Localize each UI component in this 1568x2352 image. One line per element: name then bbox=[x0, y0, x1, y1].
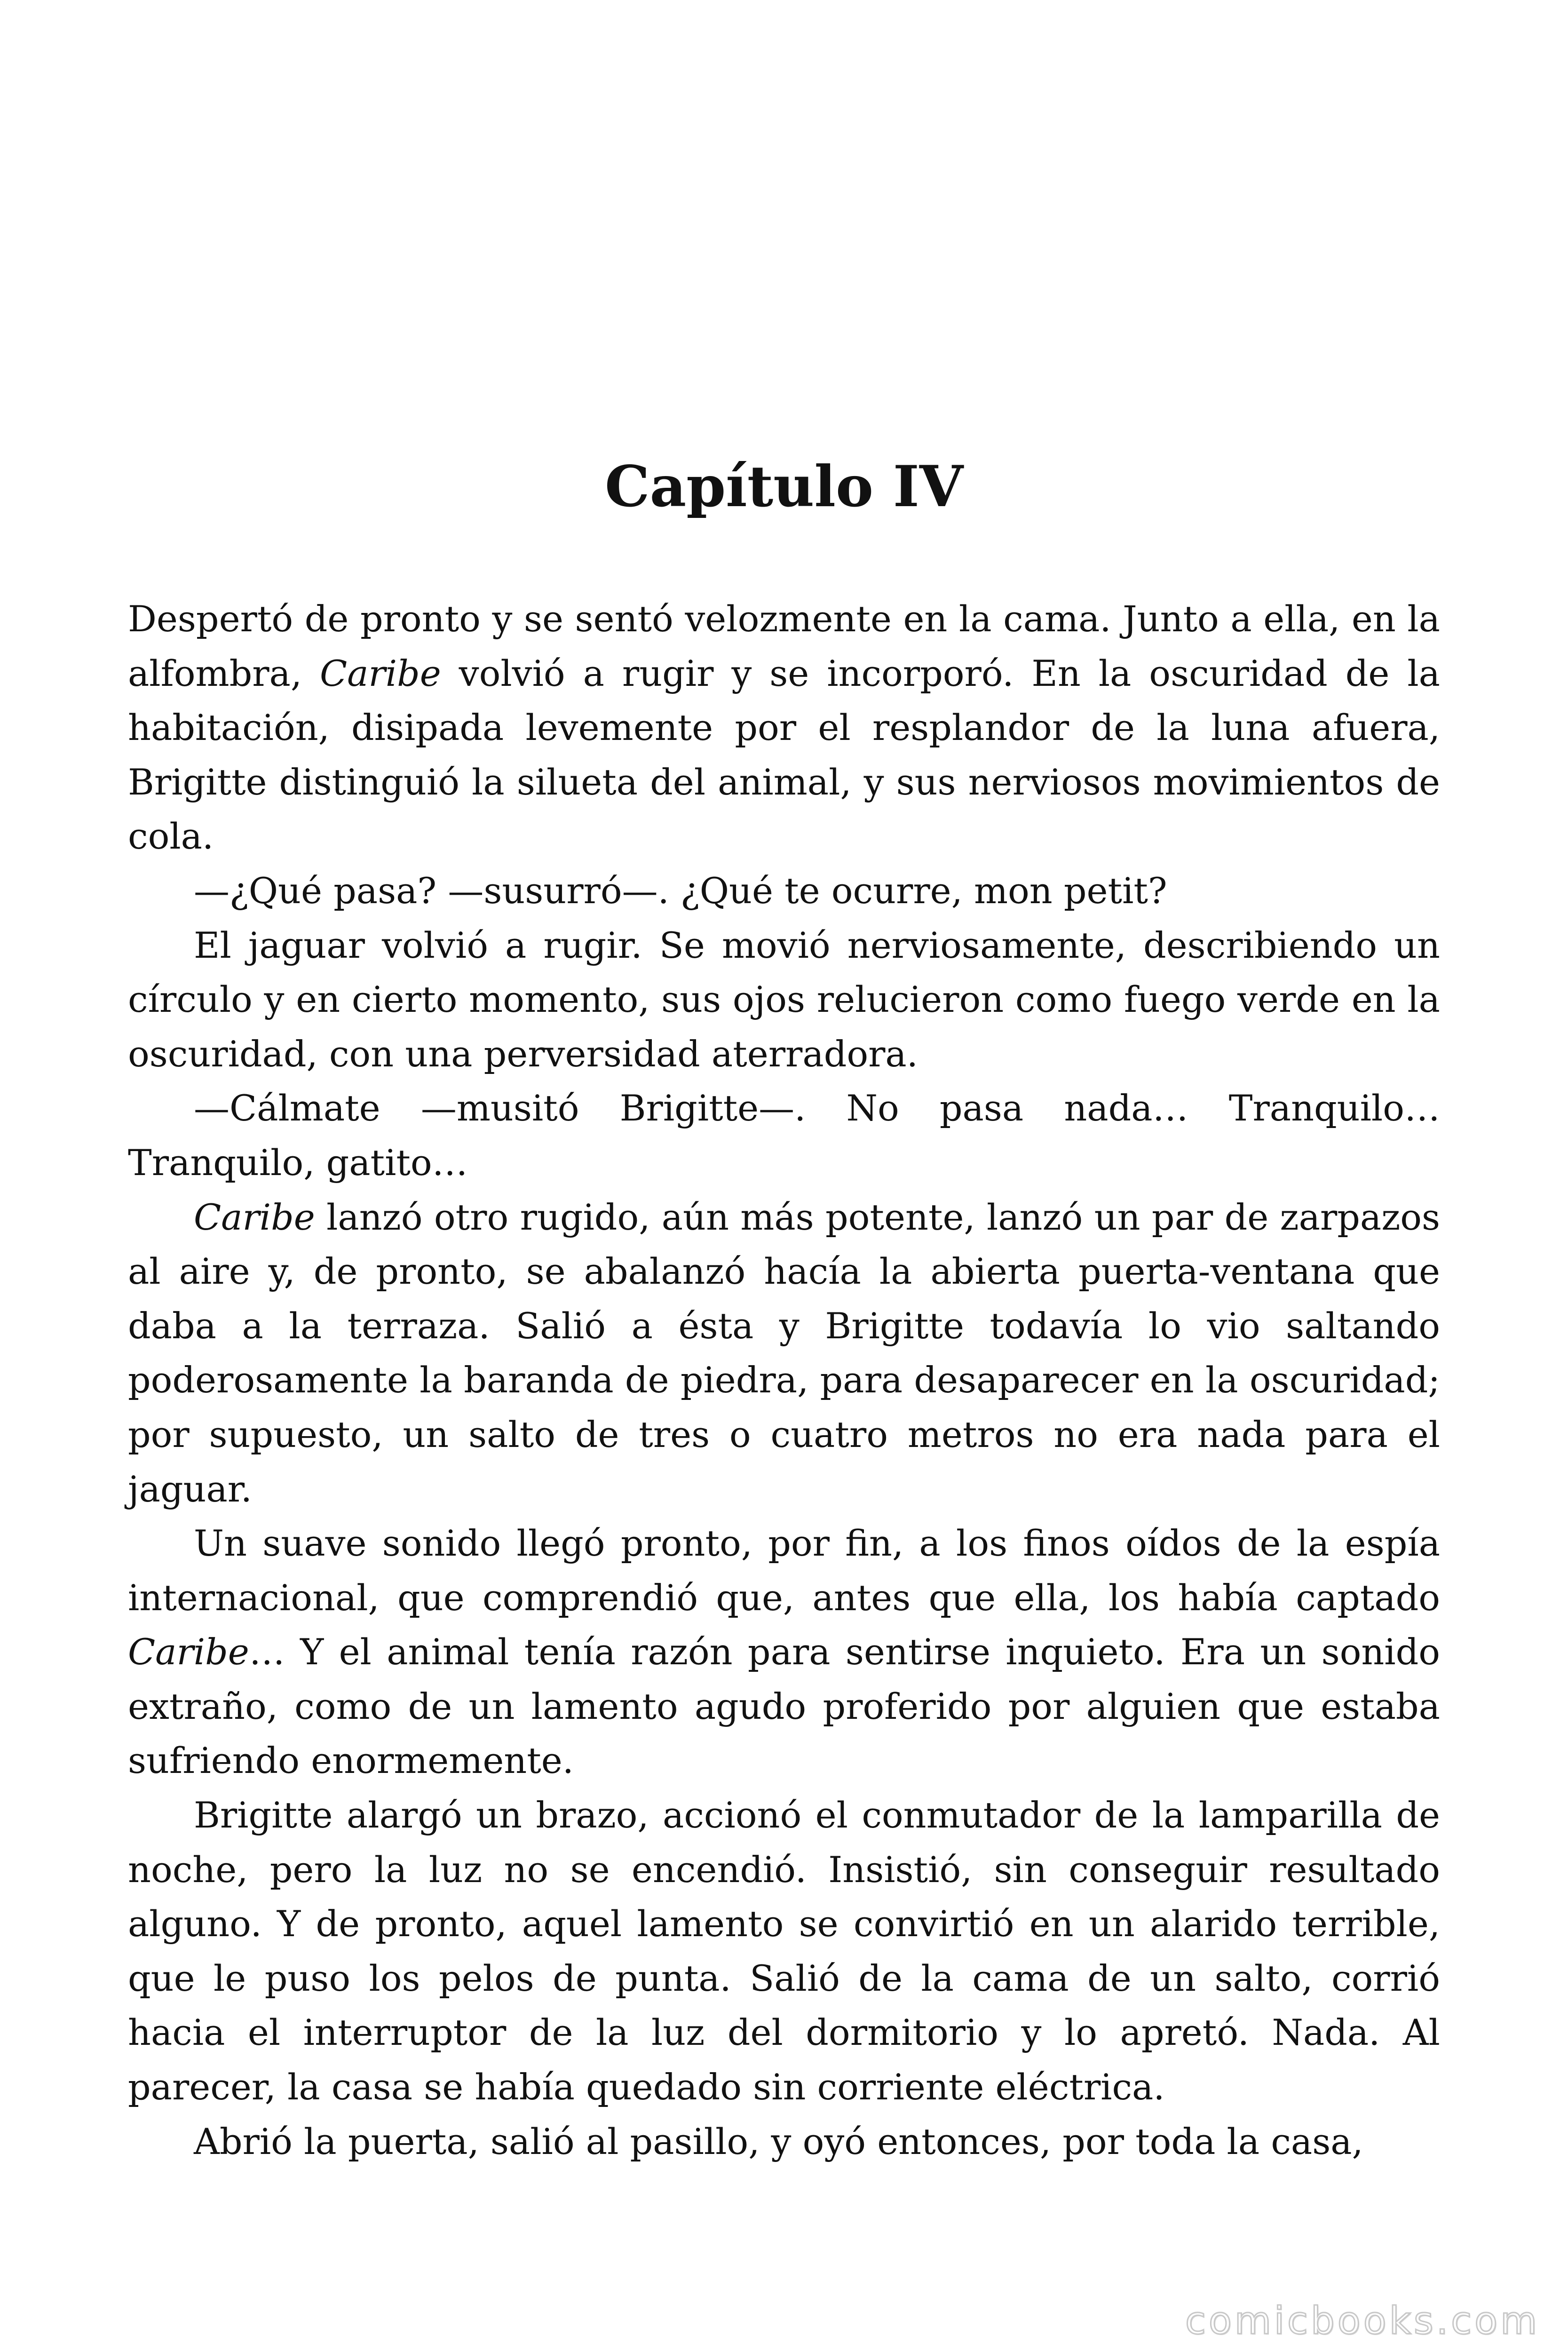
chapter-body bbox=[128, 592, 1440, 2169]
text-run: … Y el animal tenía razón para sentirse inquieto. Era un sonido extraño, como de un lamento agudo proferido por alguien que estaba sufriendo enormemente. bbox=[128, 1631, 1440, 1782]
italic-run: Caribe bbox=[194, 1196, 315, 1238]
italic-run: Caribe bbox=[319, 652, 441, 694]
paragraph bbox=[128, 918, 1440, 1081]
text-run: Despertó de pronto y se sentó velozmente en la cama. Junto a ella, en la alfombra, bbox=[128, 598, 1440, 694]
chapter-title: Capítulo IV bbox=[604, 453, 964, 520]
paragraph bbox=[128, 1516, 1440, 1788]
paragraph bbox=[128, 1190, 1440, 1517]
text-run: El jaguar volvió a rugir. Se movió nerviosamente, describiendo un círculo y en cierto momento, sus ojos relucieron como fuego verde en la oscuridad, con una perversidad aterradora. bbox=[128, 924, 1440, 1075]
text-run: Un suave sonido llegó pronto, por fin, a los finos oídos de la espía internacional, que comprendió que, antes que ella, los había captado bbox=[128, 1522, 1440, 1619]
text-run: —Cálmate —musitó Brigitte—. No pasa nada… Tranquilo… Tranquilo, gatito… bbox=[128, 1087, 1440, 1184]
text-run: lanzó otro rugido, aún más potente, lanzó un par de zarpazos al aire y, de pronto, se abalanzó hacía la abierta puerta-ventana que daba a la terraza. Salió a ésta y Brigitte todavía lo vio saltando poderosamente la baranda de piedra, para desaparecer en la oscuridad; por supuesto, un salto de tres o cuatro metros no era nada para el jaguar. bbox=[128, 1196, 1440, 1510]
paragraph bbox=[128, 1788, 1440, 2114]
italic-run: Caribe bbox=[128, 1631, 249, 1673]
watermark: comicbooks.com bbox=[1185, 2299, 1540, 2343]
text-run: Abrió la puerta, salió al pasillo, y oyó entonces, por toda la casa, bbox=[194, 2120, 1363, 2162]
paragraph bbox=[128, 592, 1440, 864]
paragraph bbox=[128, 864, 1440, 918]
text-run: volvió a rugir y se incorporó. En la oscuridad de la habitación, disipada levemente por el resplandor de la luna afuera, Brigitte distinguió la silueta del animal, y sus nerviosos movimientos de cola. bbox=[128, 652, 1440, 858]
text-run: Brigitte alargó un brazo, accionó el conmutador de la lamparilla de noche, pero la luz no se encendió. Insistió, sin conseguir resultado alguno. Y de pronto, aquel lamento se convirtió en un alarido terrible, que le puso los pelos de punta. Salió de la cama de un salto, corrió hacia el interruptor de la luz del dormitorio y lo apretó. Nada. Al parecer, la casa se había quedado sin corriente eléctrica. bbox=[128, 1794, 1440, 2108]
text-run: —¿Qué pasa? —susurró—. ¿Qué te ocurre, mon petit? bbox=[194, 869, 1167, 912]
paragraph bbox=[128, 1081, 1440, 1190]
paragraph bbox=[128, 2114, 1440, 2169]
